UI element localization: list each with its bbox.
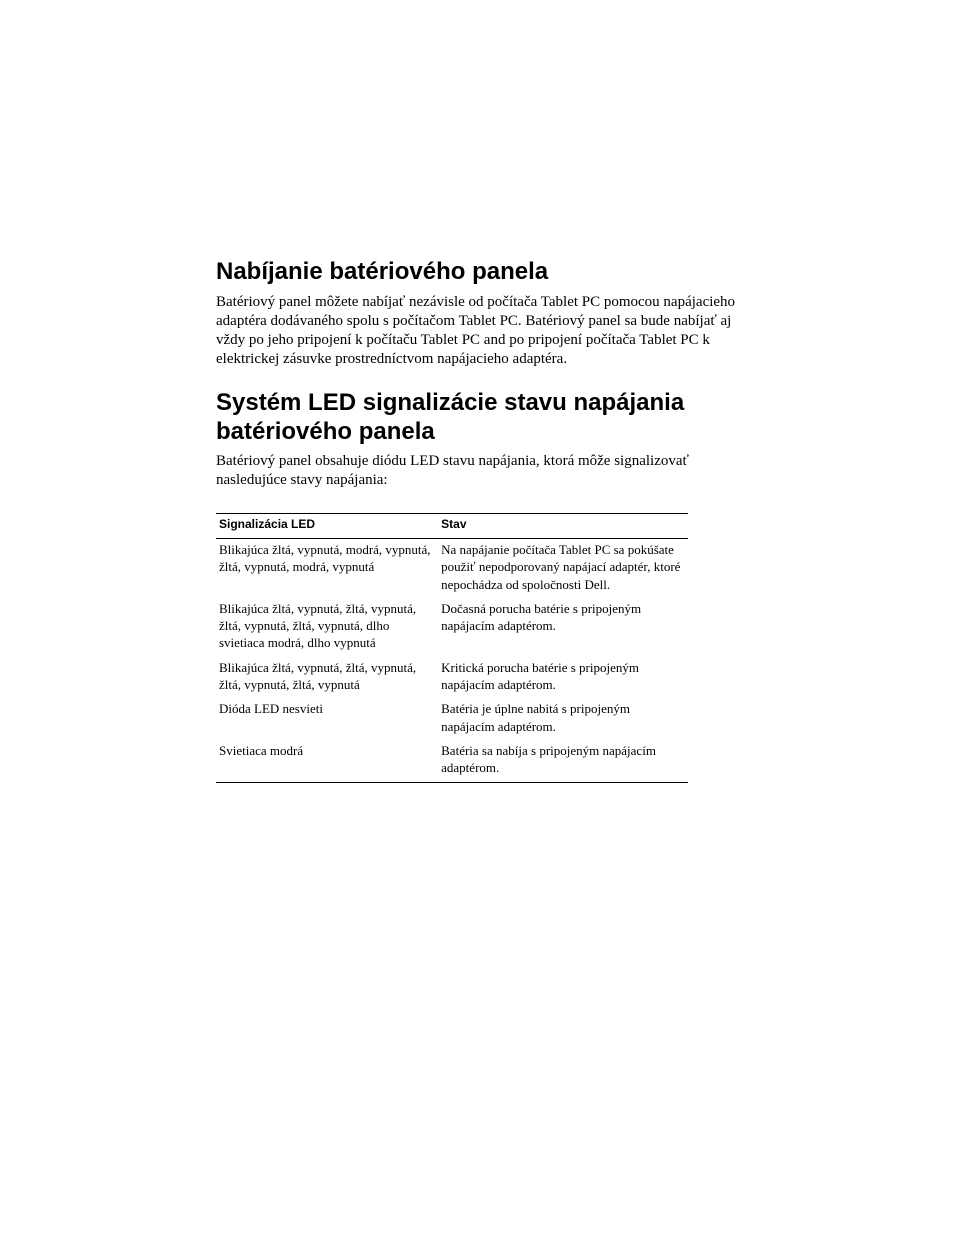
table-cell-led: Blikajúca žltá, vypnutá, žltá, vypnutá, žltá, vypnutá, žltá, vypnutá, dlho svietiaca modrá, dlho vypnutá: [219, 600, 417, 651]
table-header-row: [216, 514, 688, 539]
table-header-led: Signalizácia LED: [216, 514, 438, 539]
table-row: [216, 698, 688, 740]
table-row: [216, 740, 688, 782]
table-cell-status: Batéria sa nabíja s pripojeným napájacím adaptérom.: [441, 742, 656, 776]
section-paragraph-charging: Batériový panel môžete nabíjať nezávisle od počítača Tablet PC pomocou napájacieho adaptéra dodávaného spolu s počítačom Tablet PC. Batériový panel sa bude nabíjať aj vždy po jeho pripojení k počítaču Tablet PC and po pripojení počítača Tablet PC k elektrickej zásuvke prostredníctvom napájacieho adaptéra.: [216, 294, 736, 367]
table-cell-led: Blikajúca žltá, vypnutá, modrá, vypnutá, žltá, vypnutá, modrá, vypnutá: [219, 542, 431, 575]
table-header-status: Stav: [438, 514, 688, 539]
led-status-table: [216, 513, 688, 783]
table-row: [216, 598, 688, 657]
table-cell-status: Kritická porucha batérie s pripojeným napájacím adaptérom.: [441, 659, 639, 693]
table-cell-led: Svietiaca modrá: [219, 742, 304, 758]
table-cell-status: Dočasná porucha batérie s pripojeným napájacím adaptérom.: [441, 600, 642, 634]
table-row: [216, 657, 688, 699]
table-cell-status: Batéria je úplne nabitá s pripojeným napájacím adaptérom.: [441, 701, 630, 734]
table-row: [216, 539, 688, 598]
led-status-table-wrapper: [216, 513, 688, 783]
table-cell-status: Na napájanie počítača Tablet PC sa pokúšate použiť nepodporovaný napájací adaptér, ktoré nepochádza od spoločnosti Dell.: [441, 542, 681, 592]
table-cell-led: Blikajúca žltá, vypnutá, žltá, vypnutá, žltá, vypnutá, žltá, vypnutá: [219, 659, 417, 693]
table-cell-led: Dióda LED nesvieti: [219, 701, 323, 717]
section-paragraph-led-system: Batériový panel obsahuje diódu LED stavu napájania, ktorá môže signalizovať nasledujúce stavy napájania:: [216, 453, 689, 488]
section-heading-led-system: Systém LED signalizácie stavu napájania batériového panela: [216, 389, 685, 445]
section-heading-charging: Nabíjanie batériového panela: [216, 258, 549, 285]
